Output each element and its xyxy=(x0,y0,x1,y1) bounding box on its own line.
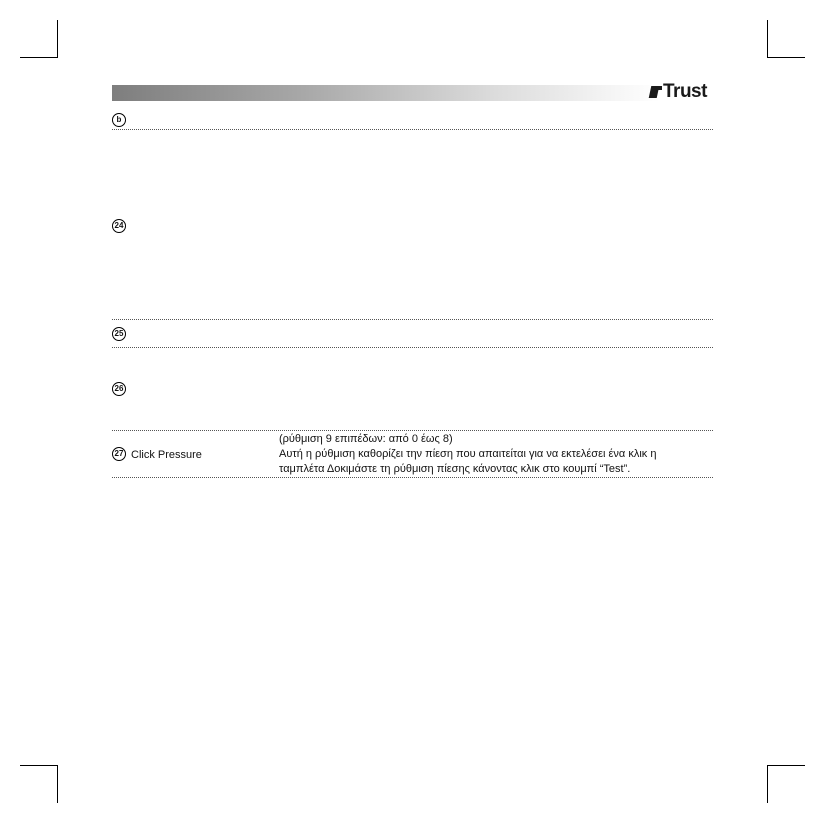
section-27-label: Click Pressure xyxy=(131,449,202,461)
divider-24 xyxy=(112,319,713,320)
header-gradient-bar xyxy=(112,85,660,101)
crop-mark-top-right-vertical xyxy=(767,20,768,58)
marker-25: 25 xyxy=(112,327,126,341)
brand-name: Trust xyxy=(663,81,707,102)
crop-mark-bottom-right-vertical xyxy=(767,765,768,803)
section-27-line-1: (ρύθμιση 9 επιπέδων: από 0 έως 8) xyxy=(279,433,453,445)
crop-mark-bottom-left-vertical xyxy=(57,765,58,803)
divider-27 xyxy=(112,477,713,478)
marker-27: 27 xyxy=(112,447,126,461)
divider-25 xyxy=(112,347,713,348)
divider-b xyxy=(112,129,713,130)
crop-mark-top-right-horizontal xyxy=(767,57,805,58)
marker-b: b xyxy=(112,113,126,127)
section-27-line-3: ταμπλέτα Δοκιμάστε τη ρύθμιση πίεσης κάνοντας κλικ στο κουμπί “Test”. xyxy=(279,463,631,475)
brand-logo xyxy=(650,81,707,103)
crop-mark-bottom-right-horizontal xyxy=(767,765,805,766)
trust-logo-icon xyxy=(650,85,662,99)
marker-26: 26 xyxy=(112,382,126,396)
crop-mark-bottom-left-horizontal xyxy=(20,765,58,766)
crop-mark-top-left-horizontal xyxy=(20,57,58,58)
crop-mark-top-left-vertical xyxy=(57,20,58,58)
section-27-line-2: Αυτή η ρύθμιση καθορίζει την πίεση που απαιτείται για να εκτελέσει ένα κλικ η xyxy=(279,448,657,460)
marker-24: 24 xyxy=(112,219,126,233)
